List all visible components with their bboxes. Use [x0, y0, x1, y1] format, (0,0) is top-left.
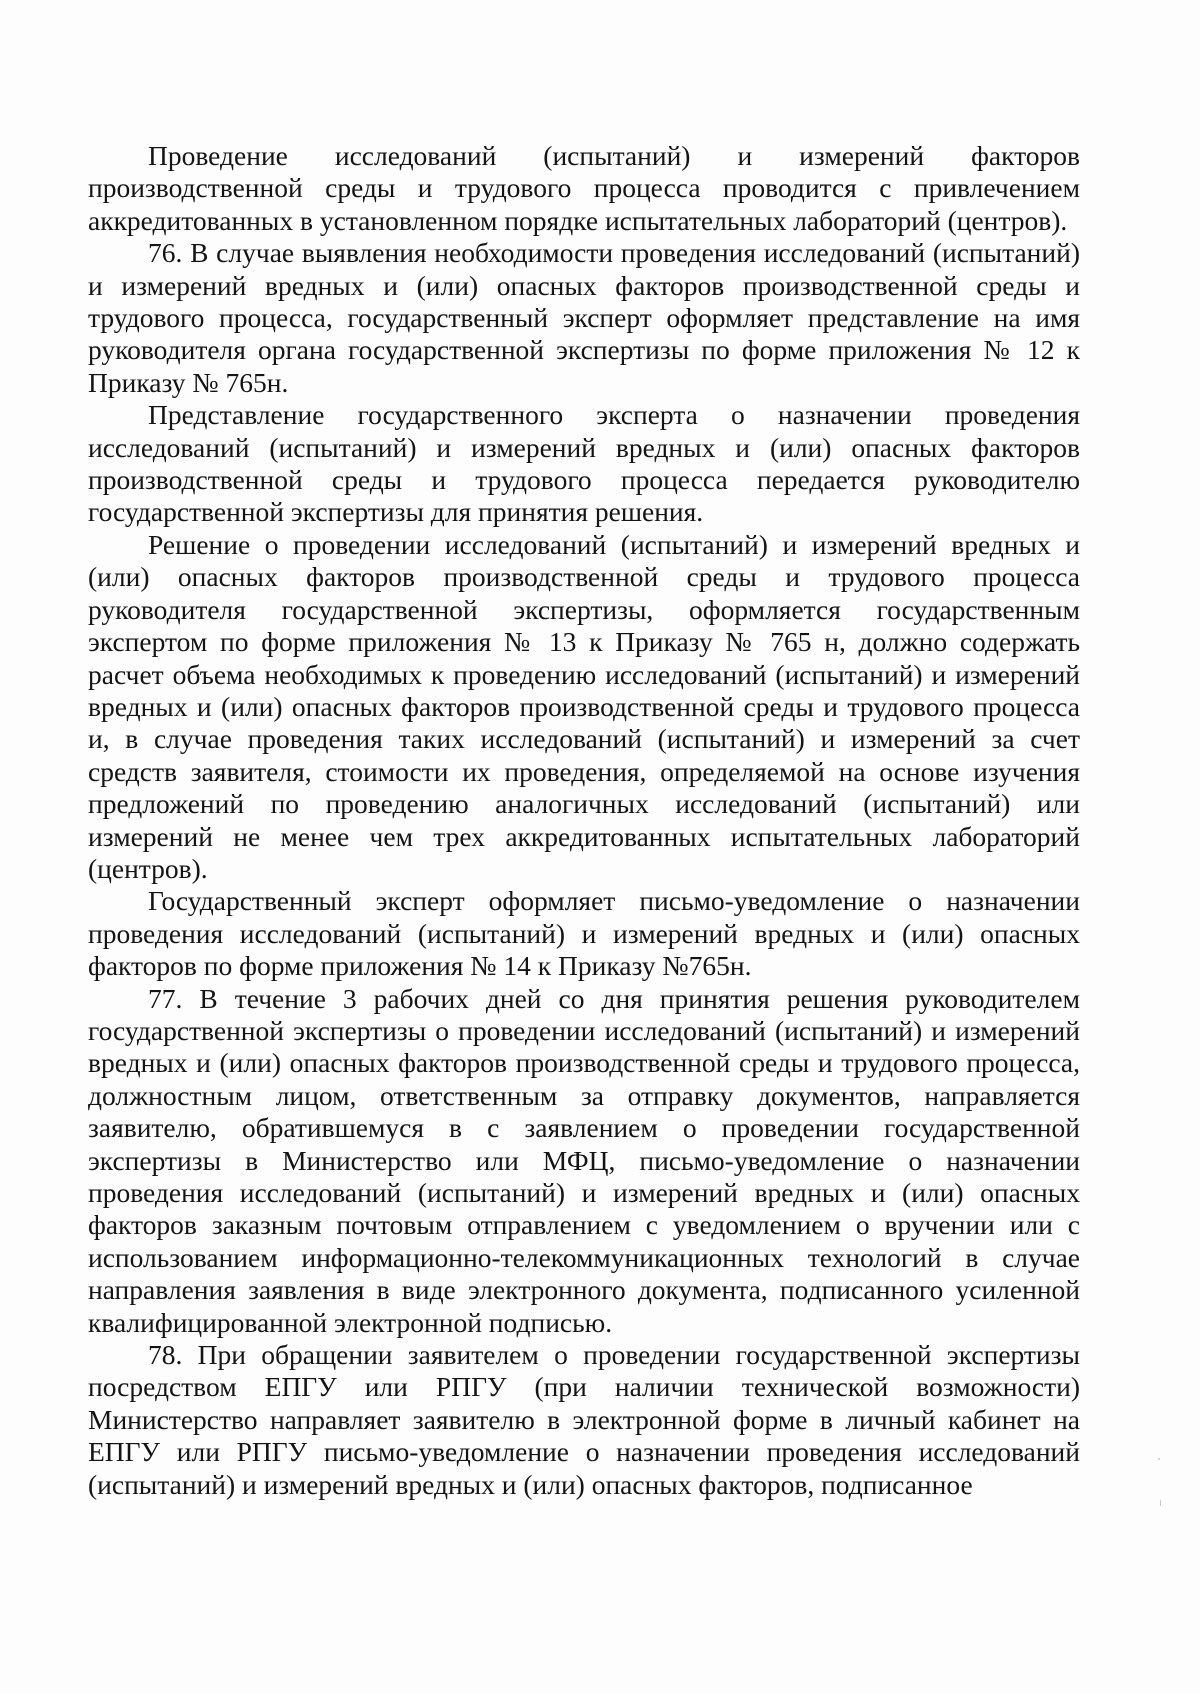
scan-speck — [1158, 1458, 1160, 1460]
paragraph-77: 77. В течение 3 рабочих дней со дня принятия решения руководителем государственной экспертизы о проведении исследований (испытаний) и измерений вредных и (или) опасных факторов производственной среды и трудового процесса, должностным лицом, ответственным за отправку документов, направляется заявителю, обратившемуся в с заявлением о проведении государственной экспертизы в Министерство или МФЦ, письмо-уведомление о назначении проведения исследований (испытаний) и измерений вредных и (или) опасных факторов заказным почтовым отправлением с уведомлением о вручении или с использованием информационно-телекоммуникационных технологий в случае направления заявления в виде электронного документа, подписанного усиленной квалифицированной электронной подписью. — [88, 982, 1080, 1338]
paragraph-78: 78. При обращении заявителем о проведении государственной экспертизы посредством ЕПГУ или РПГУ (при наличии технической возможности) Министерство направляет заявителю в электронной форме в личный кабинет на ЕПГУ или РПГУ письмо-уведомление о назначении проведения исследований (испытаний) и измерений вредных и (или) опасных факторов, подписанное — [88, 1339, 1080, 1500]
paragraph-notification-letter: Государственный эксперт оформляет письмо-уведомление о назначении проведения исследований (испытаний) и измерений вредных и (или) опасных факторов по форме приложения № 14 к Приказу №765н. — [88, 885, 1080, 982]
paragraph-testing-labs: Проведение исследований (испытаний) и измерений факторов производственной среды и трудового процесса проводится с привлечением аккредитованных в установленном порядке испытательных лабораторий (центров). — [88, 140, 1080, 236]
scan-speck — [1160, 1500, 1161, 1506]
paragraph-expert-submission: Представление государственного эксперта о назначении проведения исследований (испытаний) и измерений вредных и (или) опасных факторов производственной среды и трудового процесса передается руководителю государственной экспертизы для принятия решения. — [88, 399, 1080, 528]
paragraph-decision: Решение о проведении исследований (испытаний) и измерений вредных и (или) опасных факторов производственной среды и трудового процесса руководителя государственной экспертизы, оформляется государственным экспертом по форме приложения № 13 к Приказу № 765 н, должно содержать расчет объема необходимых к проведению исследований (испытаний) и измерений вредных и (или) опасных факторов производственной среды и трудового процесса и, в случае проведения таких исследований (испытаний) и измерений за счет средств заявителя, стоимости их проведения, определяемой на основе изучения предложений по проведению аналогичных исследований (испытаний) или измерений не менее чем трех аккредитованных испытательных лабораторий (центров). — [88, 528, 1080, 884]
paragraph-76: 76. В случае выявления необходимости проведения исследований (испытаний) и измерений вредных и (или) опасных факторов производственной среды и трудового процесса, государственный эксперт оформляет представление на имя руководителя органа государственной экспертизы по форме приложения № 12 к Приказу № 765н. — [88, 237, 1080, 398]
document-body — [88, 140, 1080, 1501]
